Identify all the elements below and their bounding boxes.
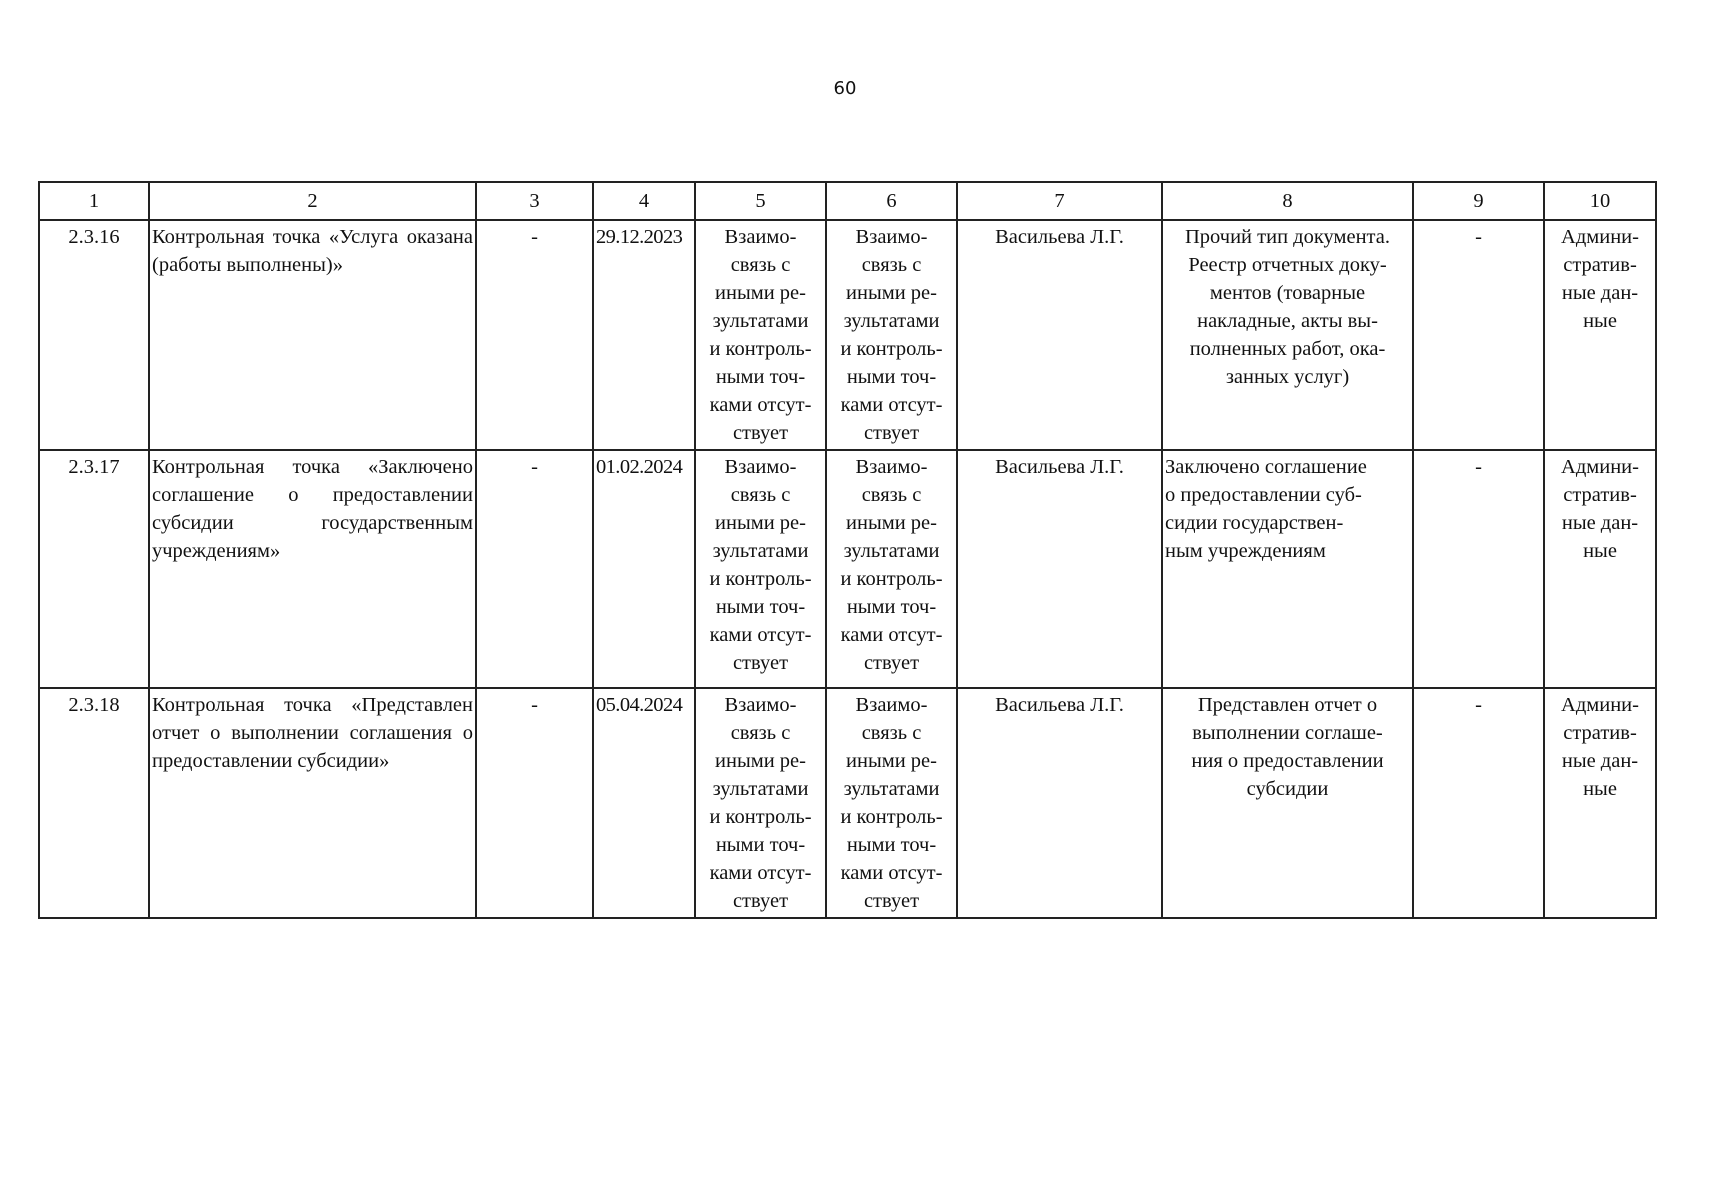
text-line: Взаимо-	[724, 694, 797, 716]
text-line: зультатами	[843, 778, 940, 800]
col-3-value: -	[476, 220, 593, 450]
text-line: ствует	[863, 890, 920, 912]
header-col-3: 3	[476, 182, 593, 220]
text-line: иными ре-	[846, 750, 937, 772]
text-line: связь с	[730, 484, 791, 506]
text-line: полненных работ, ока-	[1189, 338, 1386, 360]
text-line: накладные, акты вы-	[1197, 310, 1378, 332]
document-type	[1162, 450, 1413, 688]
due-date: 01.02.2024	[593, 450, 695, 688]
control-points-table	[38, 181, 1657, 919]
text-line: ные	[1583, 310, 1617, 332]
text-line: зультатами	[843, 310, 940, 332]
document-type	[1162, 220, 1413, 450]
text-line: выполнении соглаше-	[1192, 722, 1383, 744]
text-line: о предоставлении суб-	[1165, 484, 1362, 506]
text-line: связь с	[730, 722, 791, 744]
control-point-name: Контрольная точка «Заключено соглашение о предоставлении субсидии государственным учреждениям»	[149, 450, 476, 688]
text-line: ными точ-	[846, 834, 937, 856]
text-line: ными точ-	[715, 366, 806, 388]
text-line: ные	[1583, 540, 1617, 562]
text-line: ствует	[732, 422, 789, 444]
text-line: ствует	[863, 422, 920, 444]
text-line: ными точ-	[715, 596, 806, 618]
text-line: Взаимо-	[724, 456, 797, 478]
relationship-col-6	[826, 220, 957, 450]
col-3-value: -	[476, 688, 593, 918]
row-number: 2.3.18	[39, 688, 149, 918]
text-line: Взаимо-	[724, 226, 797, 248]
col-3-value: -	[476, 450, 593, 688]
text-line: ками отсут-	[840, 624, 943, 646]
text-line: ками отсут-	[709, 394, 812, 416]
responsible-person: Васильева Л.Г.	[957, 450, 1162, 688]
document-type	[1162, 688, 1413, 918]
text-line: зультатами	[712, 540, 809, 562]
text-line: стратив-	[1563, 722, 1637, 744]
text-line: стратив-	[1563, 254, 1637, 276]
text-line: ные дан-	[1561, 512, 1639, 534]
text-line: Взаимо-	[855, 456, 928, 478]
data-source	[1544, 688, 1656, 918]
text-line: и контроль-	[709, 806, 812, 828]
header-col-1: 1	[39, 182, 149, 220]
header-col-8: 8	[1162, 182, 1413, 220]
table-row	[39, 450, 1656, 688]
page-number: 60	[833, 78, 857, 99]
text-line: ными точ-	[846, 596, 937, 618]
due-date: 29.12.2023	[593, 220, 695, 450]
text-line: и контроль-	[709, 338, 812, 360]
text-line: ствует	[863, 652, 920, 674]
text-line: ным учреждениям	[1165, 540, 1326, 562]
text-line: ками отсут-	[709, 862, 812, 884]
header-col-7: 7	[957, 182, 1162, 220]
text-line: ками отсут-	[840, 394, 943, 416]
text-line: зультатами	[712, 310, 809, 332]
row-number: 2.3.17	[39, 450, 149, 688]
text-line: иными ре-	[846, 512, 937, 534]
text-line: занных услуг)	[1225, 366, 1350, 388]
data-source	[1544, 450, 1656, 688]
text-line: Админи-	[1561, 694, 1639, 716]
header-col-10: 10	[1544, 182, 1656, 220]
row-number: 2.3.16	[39, 220, 149, 450]
text-line: Прочий тип документа.	[1185, 226, 1390, 248]
header-col-2: 2	[149, 182, 476, 220]
text-line: ками отсут-	[840, 862, 943, 884]
text-line: Представлен отчет о	[1197, 694, 1378, 716]
text-line: ками отсут-	[709, 624, 812, 646]
text-line: ные дан-	[1561, 750, 1639, 772]
header-col-4: 4	[593, 182, 695, 220]
responsible-person: Васильева Л.Г.	[957, 688, 1162, 918]
data-source	[1544, 220, 1656, 450]
text-line: Взаимо-	[855, 226, 928, 248]
text-line: ствует	[732, 890, 789, 912]
text-line: Админи-	[1561, 226, 1639, 248]
text-line: иными ре-	[846, 282, 937, 304]
table-row	[39, 688, 1656, 918]
text-line: ния о предоставлении	[1191, 750, 1384, 772]
text-line: зультатами	[712, 778, 809, 800]
text-line: связь с	[730, 254, 791, 276]
responsible-person: Васильева Л.Г.	[957, 220, 1162, 450]
text-line: и контроль-	[840, 806, 943, 828]
header-col-6: 6	[826, 182, 957, 220]
text-line: сидии государствен-	[1165, 512, 1344, 534]
text-line: ствует	[732, 652, 789, 674]
relationship-col-5	[695, 688, 826, 918]
header-col-9: 9	[1413, 182, 1544, 220]
text-line: связь с	[861, 484, 922, 506]
table-row	[39, 220, 1656, 450]
text-line: ные	[1583, 778, 1617, 800]
col-9-value: -	[1413, 220, 1544, 450]
text-line: и контроль-	[840, 568, 943, 590]
text-line: связь с	[861, 722, 922, 744]
due-date: 05.04.2024	[593, 688, 695, 918]
text-line: Взаимо-	[855, 694, 928, 716]
text-line: связь с	[861, 254, 922, 276]
text-line: и контроль-	[709, 568, 812, 590]
text-line: Реестр отчетных доку-	[1188, 254, 1387, 276]
control-point-name: Контрольная точка «Услуга оказана (работы выполнены)»	[149, 220, 476, 450]
relationship-col-5	[695, 220, 826, 450]
text-line: Заключено соглашение	[1165, 456, 1367, 478]
text-line: стратив-	[1563, 484, 1637, 506]
text-line: ментов (товарные	[1209, 282, 1366, 304]
text-line: иными ре-	[715, 750, 806, 772]
col-9-value: -	[1413, 450, 1544, 688]
text-line: иными ре-	[715, 282, 806, 304]
text-line: ными точ-	[846, 366, 937, 388]
relationship-col-5	[695, 450, 826, 688]
control-point-name: Контрольная точка «Представлен отчет о выполнении соглашения о предоставлении субсидии»	[149, 688, 476, 918]
table-header-row	[39, 182, 1656, 220]
header-col-5: 5	[695, 182, 826, 220]
relationship-col-6	[826, 688, 957, 918]
text-line: ными точ-	[715, 834, 806, 856]
text-line: Админи-	[1561, 456, 1639, 478]
col-9-value: -	[1413, 688, 1544, 918]
text-line: субсидии	[1246, 778, 1329, 800]
text-line: зультатами	[843, 540, 940, 562]
text-line: иными ре-	[715, 512, 806, 534]
text-line: и контроль-	[840, 338, 943, 360]
text-line: ные дан-	[1561, 282, 1639, 304]
relationship-col-6	[826, 450, 957, 688]
